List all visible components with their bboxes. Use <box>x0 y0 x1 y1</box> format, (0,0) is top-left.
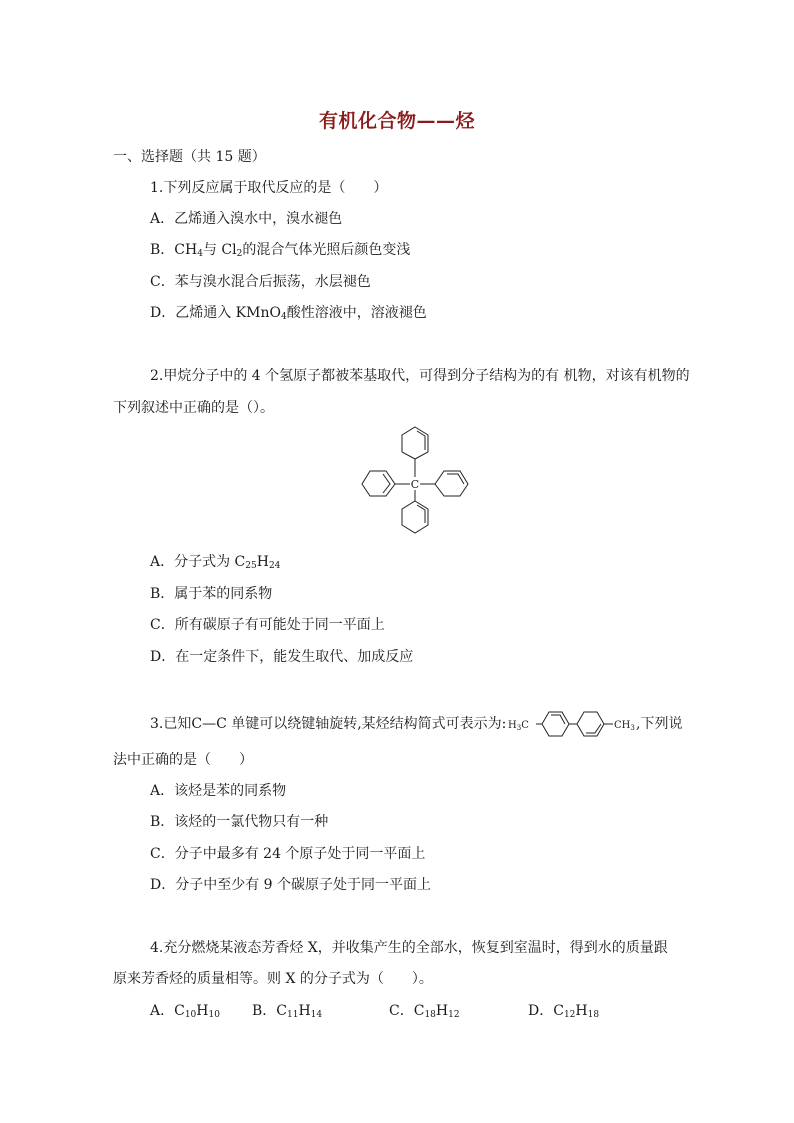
dimethylbiphenyl-structure <box>506 698 636 740</box>
q4-option-b: B．$C_{11}H_{14}$ <box>252 1003 323 1020</box>
q3-stem-part1: 3.已知C—C 单键可以绕键轴旋转,某烃结构简式可表示为: <box>150 716 507 732</box>
q4-option-a: A．$C_{10}H_{10}$ <box>150 1003 220 1020</box>
q4-option-d: D．$C_{12}H_{18}$ <box>528 1003 600 1020</box>
section-heading: 一、选择题（共 15 题） <box>113 149 266 165</box>
q1-option-d: D．乙烯通入 KMnO$_4$酸性溶液中，溶液褪色 <box>150 305 427 322</box>
q3-stem-part2: ,下列说 <box>636 716 683 732</box>
q1-option-c: C．苯与溴水混合后振荡，水层褪色 <box>150 274 371 290</box>
ch3-label: $CH_3$ <box>614 720 635 732</box>
tetraphenylmethane-structure <box>355 420 475 540</box>
h3c-label: $H_3C$ <box>508 720 529 732</box>
q1-option-b: B．$CH_4$与 $Cl_2$的混合气体光照后颜色变浅 <box>150 242 411 259</box>
q2-option-c: C．所有碳原子有可能处于同一平面上 <box>150 617 385 633</box>
q3-option-b: B．该烃的一氯代物只有一种 <box>150 814 329 830</box>
q2-option-a: A．分子式为 $C_{25}H_{24}$ <box>150 554 281 571</box>
q1-option-a: A．乙烯通入溴水中，溴水褪色 <box>150 211 343 227</box>
q2-option-d: D．在一定条件下，能发生取代、加成反应 <box>150 649 414 665</box>
q2-stem-line1: 2.甲烷分子中的 4 个氢原子都被苯基取代，可得到分子结构为的有 机物，对该有机物的 <box>150 368 690 384</box>
q3-option-c: C．分子中最多有 24 个原子处于同一平面上 <box>150 846 426 862</box>
q4-stem-line1: 4.充分燃烧某液态芳香烃 X，并收集产生的全部水，恢复到室温时，得到水的质量跟 <box>150 940 668 956</box>
center-carbon-label: C <box>410 478 420 491</box>
q4-option-c: C．$C_{18}H_{12}$ <box>389 1003 460 1020</box>
page-title: 有机化合物——烃 <box>318 110 475 132</box>
q2-stem-line2: 下列叙述中正确的是（）。 <box>113 400 274 416</box>
q3-option-a: A．该烃是苯的同系物 <box>150 783 287 799</box>
q3-option-d: D．分子中至少有 9 个碳原子处于同一平面上 <box>150 877 432 893</box>
q4-stem-line2: 原来芳香烃的质量相等。则 X 的分子式为（ ）。 <box>113 971 433 987</box>
q1-stem: 1.下列反应属于取代反应的是（ ） <box>150 180 388 196</box>
q3-stem-line2: 法中正确的是（ ） <box>113 752 253 768</box>
q2-option-b: B．属于苯的同系物 <box>150 586 273 602</box>
